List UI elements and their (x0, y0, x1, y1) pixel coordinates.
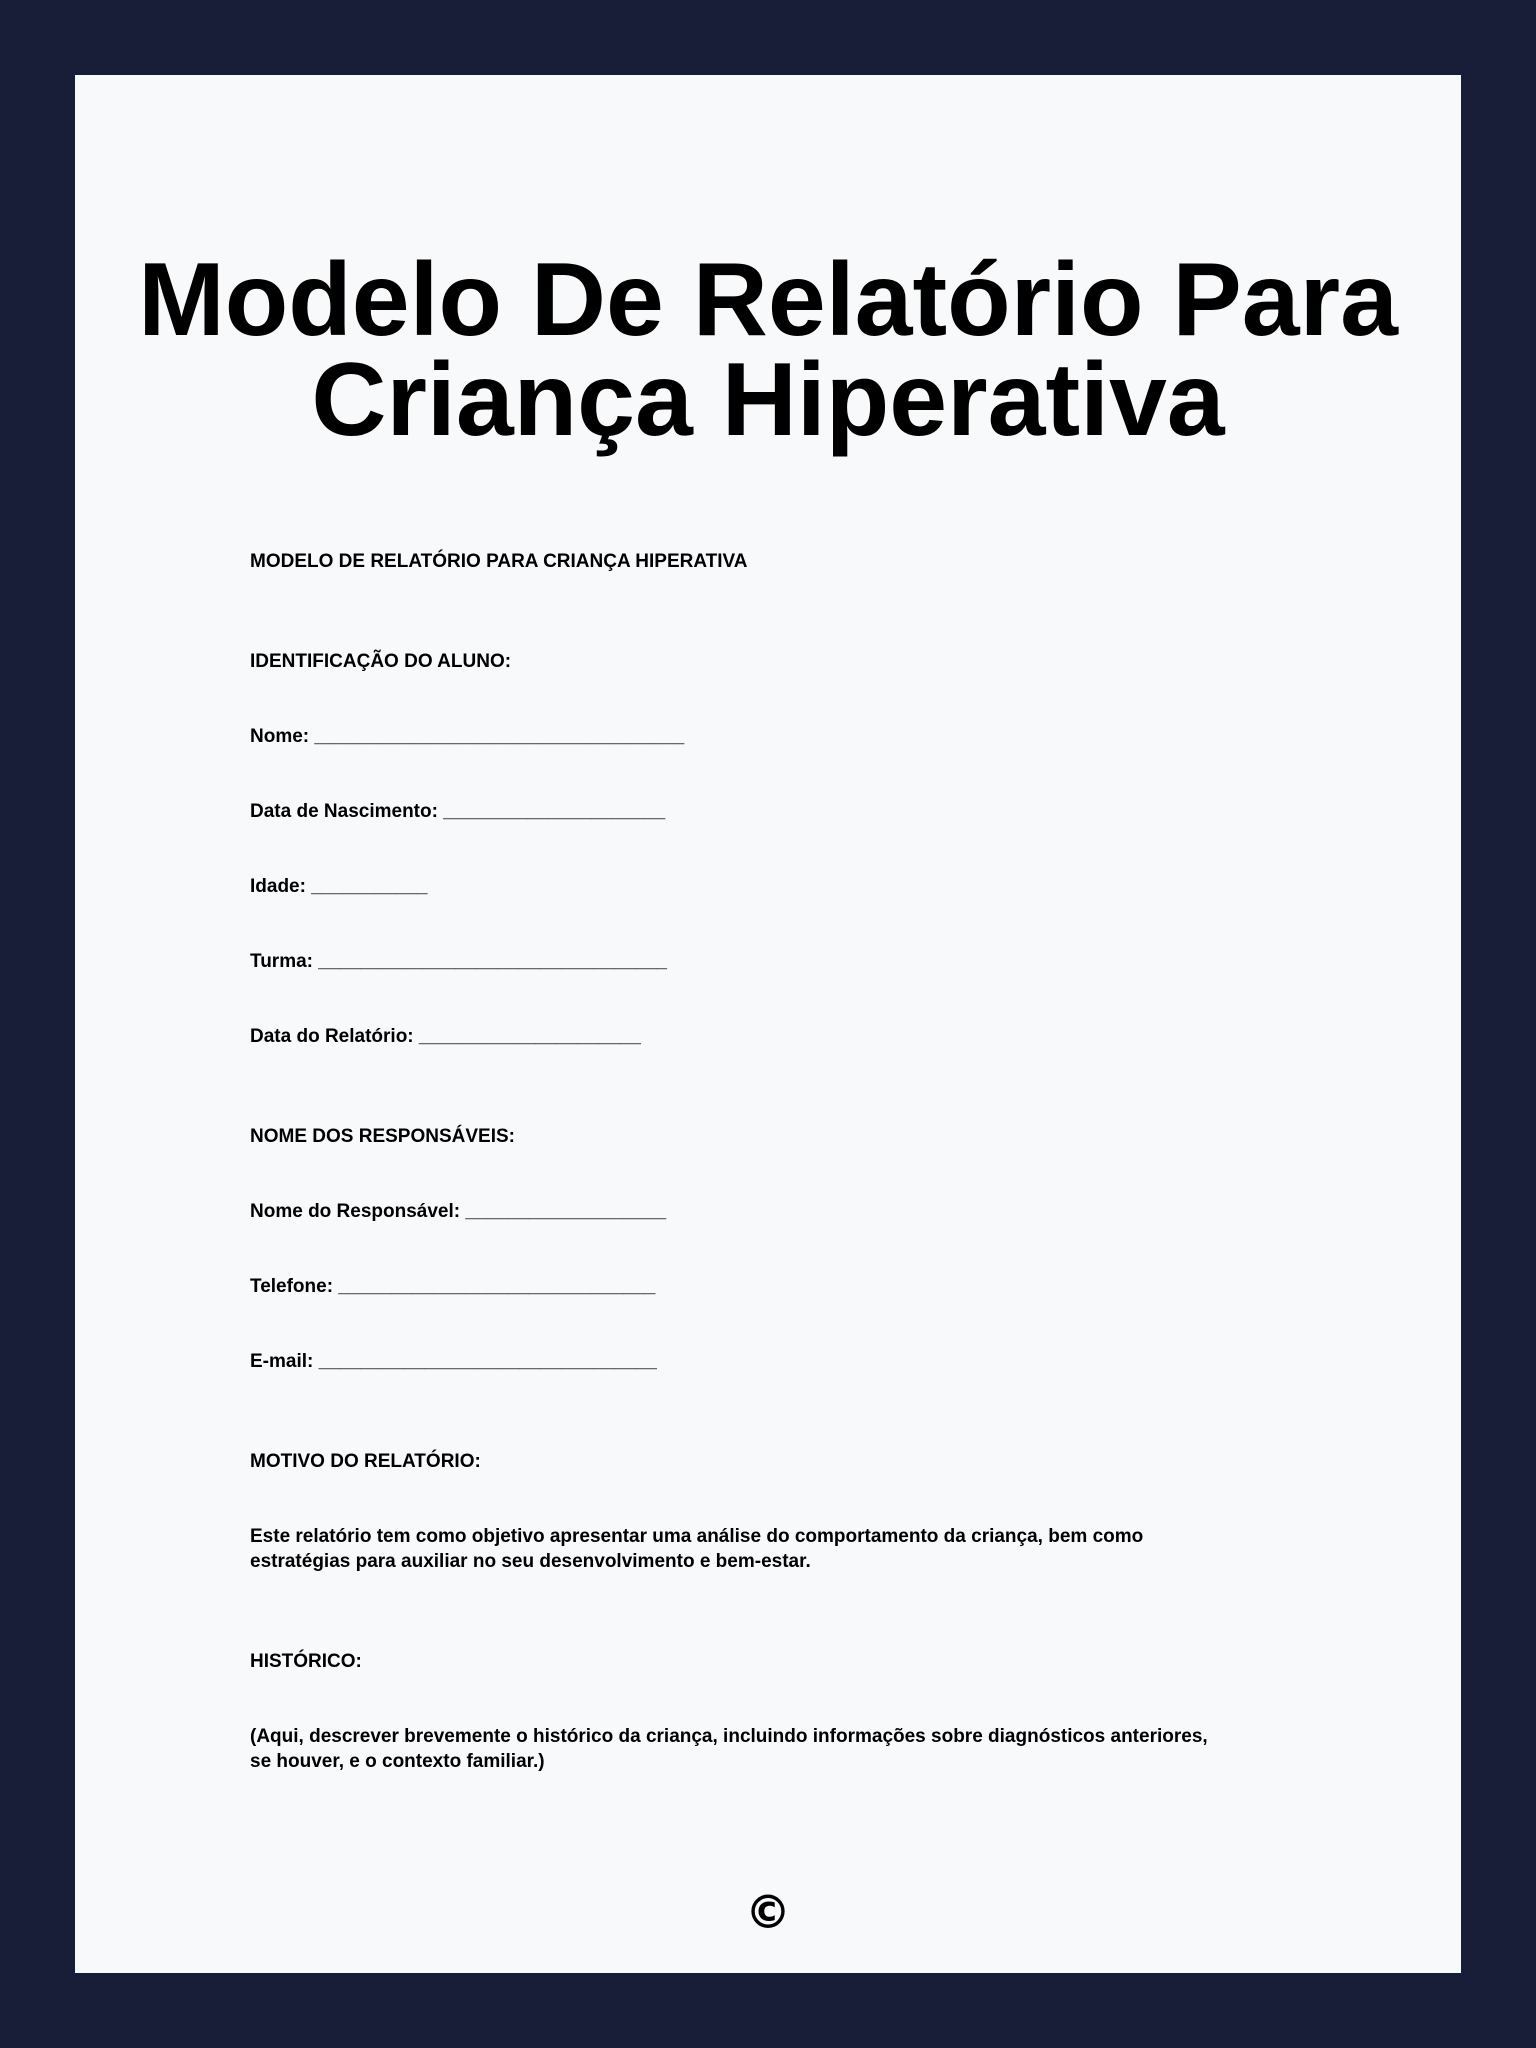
section-header-motivo: MOTIVO DO RELATÓRIO: (250, 1451, 481, 1472)
field-email-blank: ________________________________ (318, 1351, 657, 1372)
document-title-line-1: Modelo De Relatório Para (138, 242, 1398, 358)
field-nome-responsavel (250, 1199, 666, 1224)
motivo-text-line-1: Este relatório tem como objetivo apresentar uma análise do comportamento da criança, bem como (250, 1526, 1144, 1547)
copyright-icon: © (745, 1885, 791, 1939)
field-data-nascimento-label: Data de Nascimento: (250, 801, 438, 822)
field-nome-blank: ___________________________________ (314, 726, 685, 747)
historico-text-line-1: (Aqui, descrever brevemente o histórico da criança, incluindo informações sobre diagnósticos anteriores, (250, 1726, 1208, 1747)
field-email (250, 1349, 657, 1374)
field-idade-blank: ___________ (311, 876, 428, 897)
field-data-relatorio (250, 1024, 641, 1049)
field-nome-responsavel-blank: ___________________ (465, 1201, 667, 1222)
section-header-responsaveis: NOME DOS RESPONSÁVEIS: (250, 1126, 515, 1147)
field-nome-responsavel-label: Nome do Responsável: (250, 1201, 461, 1222)
field-turma-blank: _________________________________ (318, 951, 667, 972)
section-header-identificacao: IDENTIFICAÇÃO DO ALUNO: (250, 651, 512, 672)
field-idade (250, 874, 427, 899)
document-page (75, 75, 1461, 1973)
field-email-label: E-mail: (250, 1351, 314, 1372)
field-data-relatorio-label: Data do Relatório: (250, 1026, 414, 1047)
field-idade-label: Idade: (250, 876, 306, 897)
field-telefone-label: Telefone: (250, 1276, 334, 1297)
document-title-line-2: Criança Hiperativa (311, 342, 1225, 458)
report-heading: MODELO DE RELATÓRIO PARA CRIANÇA HIPERATIVA (250, 551, 748, 572)
field-nome (250, 724, 684, 749)
field-telefone-blank: ______________________________ (338, 1276, 656, 1297)
field-telefone (250, 1274, 655, 1299)
field-data-nascimento-blank: _____________________ (443, 801, 666, 822)
field-nome-label: Nome: (250, 726, 310, 747)
section-header-historico: HISTÓRICO: (250, 1651, 362, 1672)
motivo-text-line-2: estratégias para auxiliar no seu desenvolvimento e bem-estar. (250, 1551, 811, 1572)
historico-text-line-2: se houver, e o contexto familiar.) (250, 1751, 545, 1772)
field-data-nascimento (250, 799, 665, 824)
field-turma-label: Turma: (250, 951, 313, 972)
field-turma (250, 949, 667, 974)
field-data-relatorio-blank: _____________________ (418, 1026, 641, 1047)
document-body (75, 75, 1461, 1973)
